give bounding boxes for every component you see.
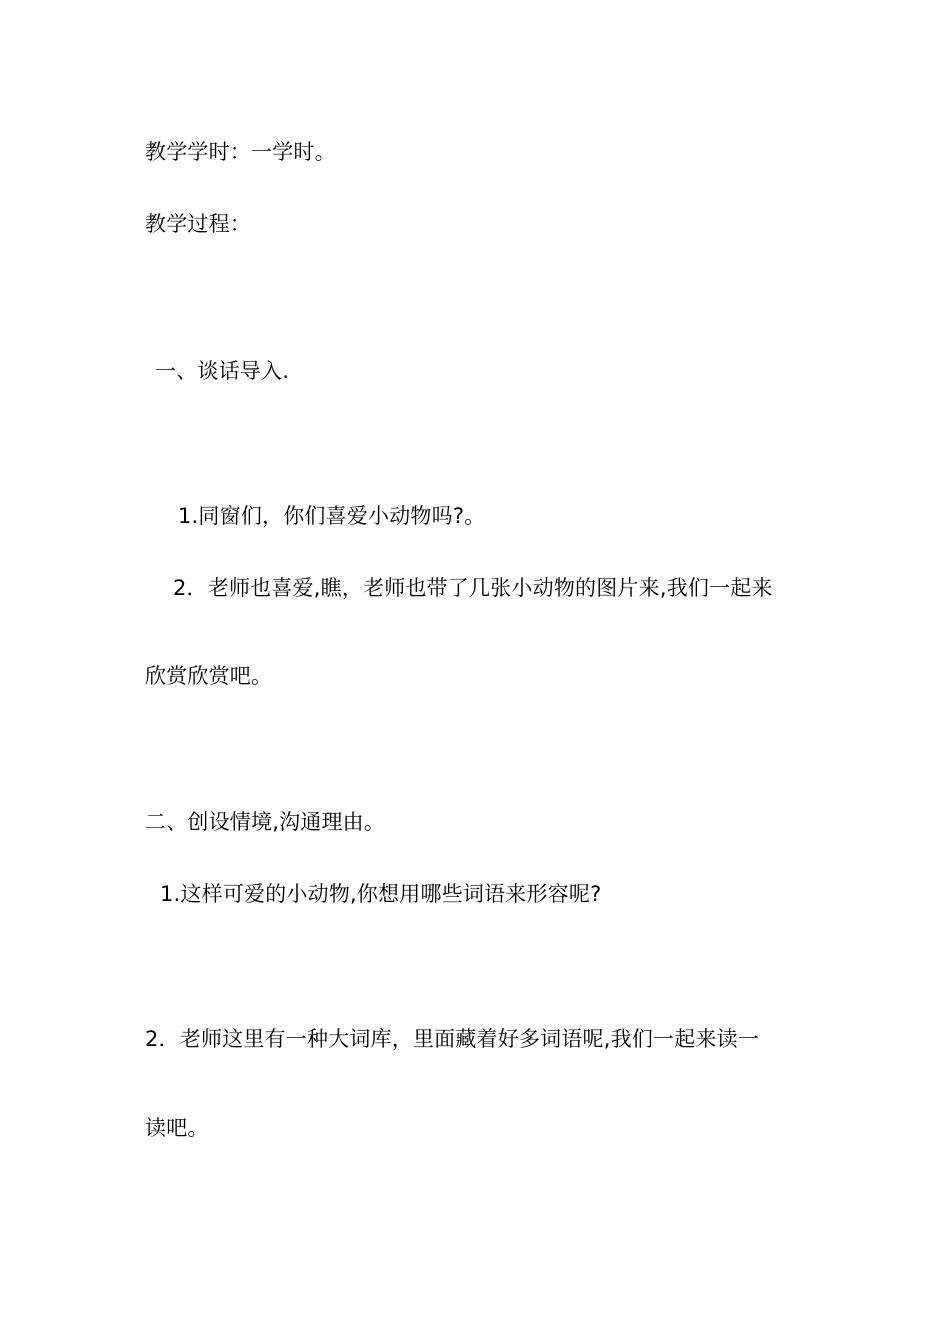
section-one-item-2: 2．老师也喜爱,瞧，老师也带了几张小动物的图片来,我们一起来 <box>173 576 773 600</box>
section-one-heading: 一、谈话导入. <box>155 359 290 383</box>
section-one-item-2-cont: 欣赏欣赏吧。 <box>145 664 273 688</box>
teaching-hours-line: 教学学时：一学时。 <box>145 140 336 164</box>
section-two-heading: 二、创设情境,沟通理由。 <box>145 810 386 834</box>
section-two-item-2-cont: 读吧。 <box>145 1116 209 1140</box>
teaching-process-heading: 教学过程： <box>145 212 251 236</box>
section-two-item-1: 1.这样可爱的小动物,你想用哪些词语来形容呢? <box>160 882 602 906</box>
section-two-item-2: 2．老师这里有一种大词库，里面藏着好多词语呢,我们一起来读一 <box>145 1027 760 1051</box>
section-one-item-1: 1.同窗们，你们喜爱小动物吗?。 <box>178 504 486 528</box>
